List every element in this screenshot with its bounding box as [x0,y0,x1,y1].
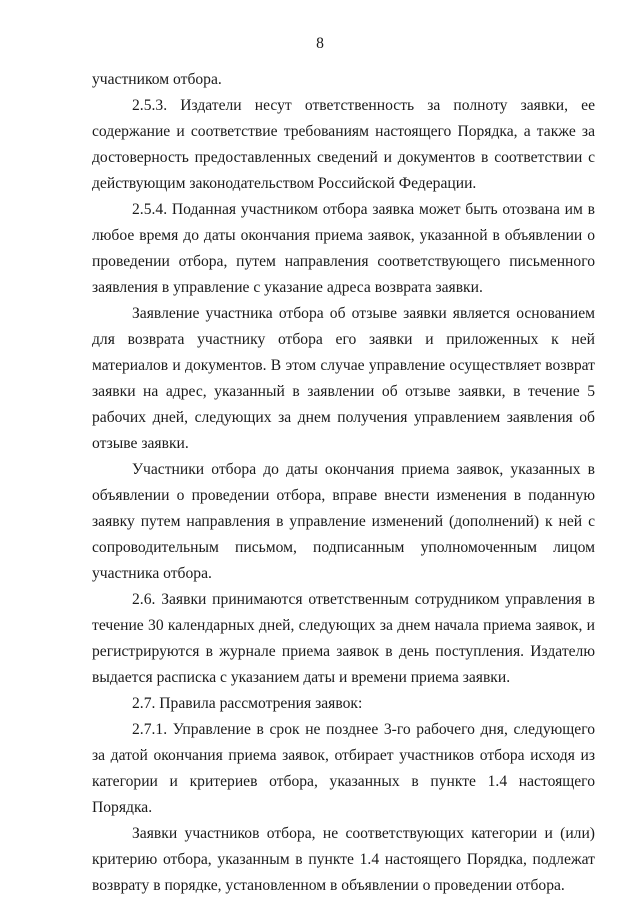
paragraph-2-7: 2.7. Правила рассмотрения заявок: [132,695,363,712]
paragraph-2-5-3: 2.5.3. Издатели несут ответственность за полноту заявки, ее содержание и соответствие требованиям настоящего Порядка, а также за достоверность предоставленных сведений и документов в соответствии с действующим законодательством Российской Федерации. [92,97,595,192]
paragraph-withdrawal-basis: Заявление участника отбора об отзыве заявки является основанием для возврата участнику отбора его заявки и приложенных к ней материалов и документов. В этом случае управление осуществляет возврат заявки на адрес, указанный в заявлении об отзыве заявки, в течение 5 рабочих дней, следующих за днем получения управлением заявления об отзыве заявки. [92,305,595,452]
paragraph-nonconforming: Заявки участников отбора, не соответствующих категории и (или) критерию отбора, указанным в пункте 1.4 настоящего Порядка, подлежат возврату в порядке, установленном в объявлении о проведении отбора. [92,825,595,894]
paragraph-continuation: участником отбора. [92,71,222,88]
paragraph-2-5-4: 2.5.4. Поданная участником отбора заявка может быть отозвана им в любое время до даты окончания приема заявок, указанной в объявлении о проведении отбора, путем направления соответствующего письменного заявления в управление с указание адреса возврата заявки. [92,201,595,296]
page-number: 8 [316,35,324,52]
paragraph-2-6: 2.6. Заявки принимаются ответственным сотрудником управления в течение 30 календарных дней, следующих за днем начала приема заявок, и регистрируются в журнале приема заявок в день поступления. Издателю выдается расписка с указанием даты и времени приема заявки. [92,591,595,686]
paragraph-2-7-1: 2.7.1. Управление в срок не позднее 3-го рабочего дня, следующего за датой окончания приема заявок, отбирает участников отбора исходя из категории и критериев отбора, указанных в пункте 1.4 настоящего Порядка. [92,721,595,816]
body-text [92,67,595,899]
paragraph-changes: Участники отбора до даты окончания приема заявок, указанных в объявлении о проведении отбора, вправе внести изменения в поданную заявку путем направления в управление изменений (дополнений) к ней с сопроводительным письмом, подписанным уполномоченным лицом участника отбора. [92,461,595,582]
